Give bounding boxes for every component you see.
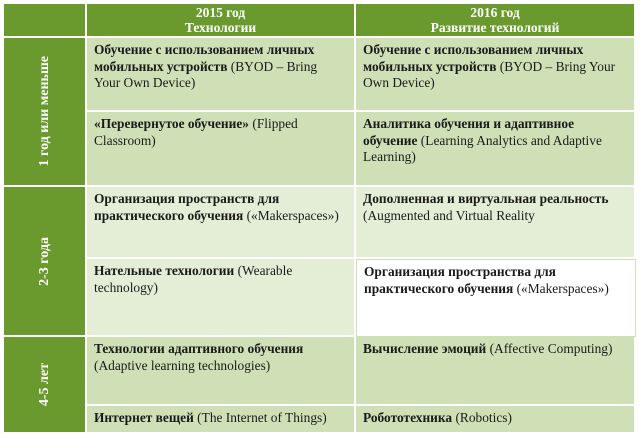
cell-2015-flipped: «Перевернутое обучение» (Flipped Classroom) bbox=[87, 112, 356, 187]
header-2016-year: 2016 год bbox=[470, 5, 520, 20]
row-label-2-3-years: 2-3 года bbox=[4, 187, 87, 337]
header-2015-year: 2015 год bbox=[195, 5, 246, 20]
cell-2016-analytics: Аналитика обучения и адаптивное обучение (Learning Analytics and Adaptive Learning) bbox=[356, 112, 636, 187]
technology-table bbox=[4, 4, 636, 434]
cell-2016-ar-vr: Дополненная и виртуальная реальность (Augmented and Virtual Reality bbox=[356, 187, 636, 259]
cell-2015-wearable: Нательные технологии (Wearable technology) bbox=[87, 259, 356, 337]
row-label-4-5-years: 4-5 лет bbox=[4, 337, 87, 434]
cell-2015-adaptive-tech: Технологии адаптивного обучения (Adaptive learning technologies) bbox=[87, 337, 356, 406]
header-corner bbox=[4, 4, 87, 38]
cell-2015-byod: Обучение с использованием личных мобильных устройств (BYOD – Bring Your Own Device) bbox=[87, 38, 356, 112]
header-2016 bbox=[356, 4, 636, 38]
row-label-1-year: 1 год или меньше bbox=[4, 38, 87, 187]
cell-2016-robotics: Робототехника (Robotics) bbox=[356, 406, 636, 434]
header-2015 bbox=[87, 4, 356, 38]
cell-2015-makerspaces: Организация пространств для практического обучения («Makerspaces») bbox=[87, 187, 356, 259]
cell-2015-iot: Интернет вещей (The Internet of Things) bbox=[87, 406, 356, 434]
header-2016-title: Развитие технологий bbox=[430, 20, 560, 35]
cell-2016-byod: Обучение с использованием личных мобильных устройств (BYOD – Bring Your Own Device) bbox=[356, 38, 636, 112]
header-2015-title: Технологии bbox=[184, 20, 257, 35]
cell-2016-makerspaces: Организация пространства для практического обучения («Makerspaces») bbox=[356, 259, 636, 337]
cell-2016-affective: Вычисление эмоций (Affective Computing) bbox=[356, 337, 636, 406]
